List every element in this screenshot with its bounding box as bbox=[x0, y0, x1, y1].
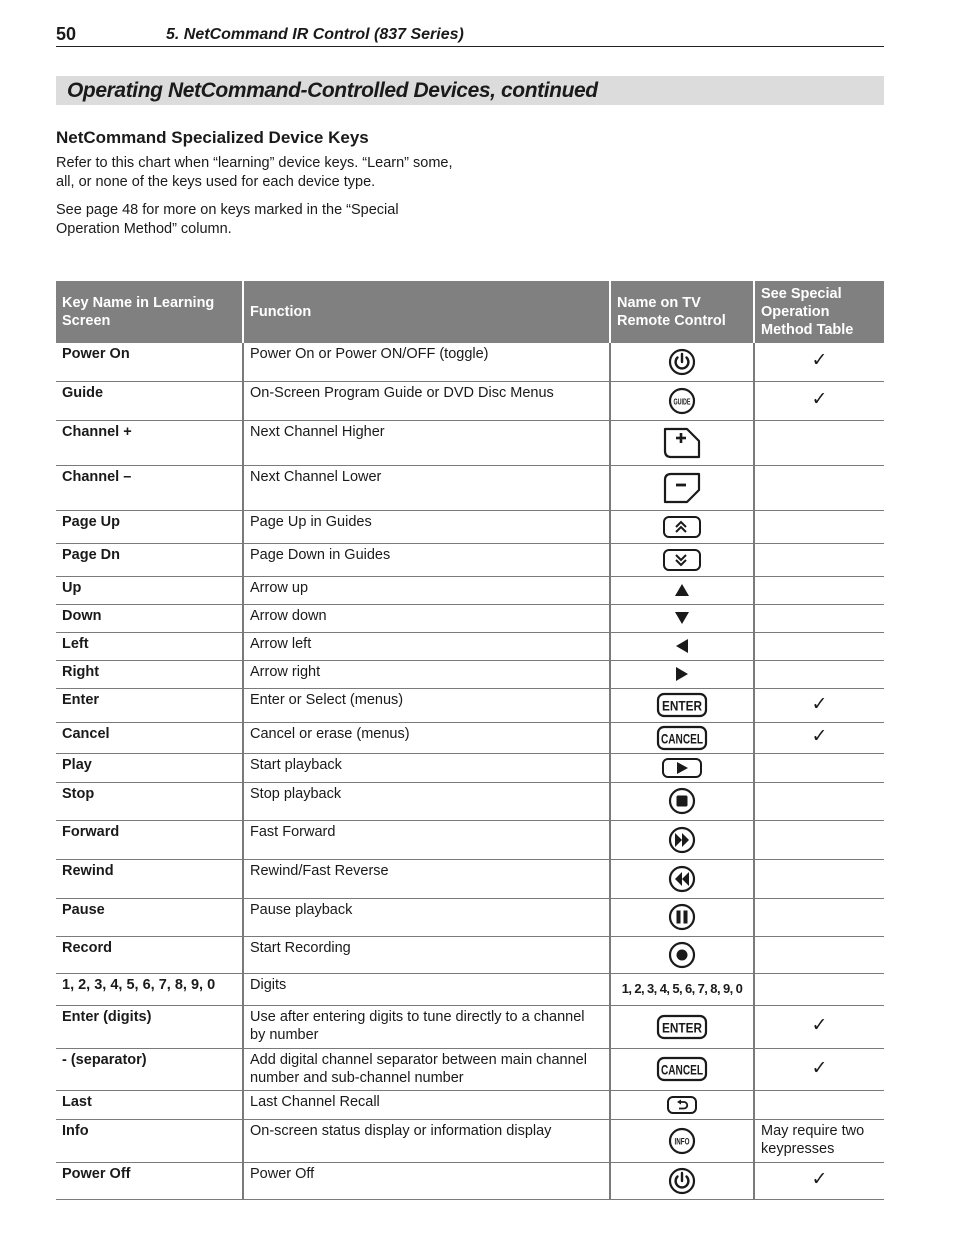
special-method-checkmark: ✓ bbox=[754, 688, 884, 722]
remote-key-cell bbox=[610, 543, 754, 576]
column-header-remote-name: Name on TV Remote Control bbox=[610, 281, 754, 343]
function-cell: Arrow up bbox=[243, 576, 610, 604]
key-name-cell: Channel – bbox=[56, 465, 243, 510]
table-row bbox=[56, 820, 884, 859]
special-method-cell bbox=[754, 973, 884, 1005]
arrow-right-icon bbox=[611, 666, 753, 682]
function-cell: Cancel or erase (menus) bbox=[243, 722, 610, 753]
special-method-checkmark: ✓ bbox=[754, 1005, 884, 1048]
function-cell: Arrow right bbox=[243, 660, 610, 688]
special-method-cell bbox=[754, 465, 884, 510]
special-method-cell: May require two keypresses bbox=[754, 1119, 884, 1162]
special-method-cell bbox=[754, 782, 884, 820]
special-method-checkmark: ✓ bbox=[754, 722, 884, 753]
table-row bbox=[56, 1090, 884, 1119]
remote-key-cell bbox=[610, 782, 754, 820]
table-row bbox=[56, 859, 884, 898]
table-row bbox=[56, 576, 884, 604]
key-name-cell: Enter bbox=[56, 688, 243, 722]
key-name-cell: Up bbox=[56, 576, 243, 604]
special-method-cell bbox=[754, 632, 884, 660]
key-name-cell: Last bbox=[56, 1090, 243, 1119]
enter-key-icon bbox=[611, 1014, 753, 1040]
chapter-title: 5. NetCommand IR Control (837 Series) bbox=[166, 26, 464, 43]
intro-paragraph: See page 48 for more on keys marked in the “Special Operation Method” column. bbox=[56, 202, 399, 237]
table-header-row bbox=[56, 281, 884, 343]
key-name-cell: Rewind bbox=[56, 859, 243, 898]
function-cell: Pause playback bbox=[243, 898, 610, 936]
special-method-cell bbox=[754, 820, 884, 859]
table-row bbox=[56, 660, 884, 688]
function-cell: Fast Forward bbox=[243, 820, 610, 859]
fast-forward-icon bbox=[611, 825, 753, 855]
function-cell: Enter or Select (menus) bbox=[243, 688, 610, 722]
table-row bbox=[56, 782, 884, 820]
table-row bbox=[56, 543, 884, 576]
section-banner bbox=[56, 76, 884, 105]
key-name-cell: Left bbox=[56, 632, 243, 660]
key-name-cell: Page Up bbox=[56, 510, 243, 543]
remote-key-cell bbox=[610, 1005, 754, 1048]
svg-text:GUIDE: GUIDE bbox=[673, 397, 691, 406]
key-name-cell: Stop bbox=[56, 782, 243, 820]
key-name-cell: Pause bbox=[56, 898, 243, 936]
channel-up-icon bbox=[611, 423, 753, 463]
remote-key-cell bbox=[610, 465, 754, 510]
remote-key-cell bbox=[610, 343, 754, 381]
table-row bbox=[56, 420, 884, 465]
remote-key-cell bbox=[610, 576, 754, 604]
remote-key-cell bbox=[610, 722, 754, 753]
page-number: 50 bbox=[56, 24, 77, 44]
special-method-cell bbox=[754, 543, 884, 576]
remote-key-cell bbox=[610, 973, 754, 1005]
cancel-key-icon bbox=[611, 725, 753, 751]
table-row bbox=[56, 1048, 884, 1090]
key-name-cell: Record bbox=[56, 936, 243, 973]
stop-icon bbox=[611, 786, 753, 816]
device-keys-table bbox=[56, 281, 884, 1200]
function-cell: Use after entering digits to tune directly to a channel by number bbox=[243, 1005, 610, 1048]
function-cell: Next Channel Higher bbox=[243, 420, 610, 465]
remote-key-cell bbox=[610, 420, 754, 465]
key-name-cell: Info bbox=[56, 1119, 243, 1162]
table-row bbox=[56, 632, 884, 660]
remote-key-cell bbox=[610, 753, 754, 782]
key-name-cell: Cancel bbox=[56, 722, 243, 753]
remote-key-cell bbox=[610, 936, 754, 973]
svg-text:CANCEL: CANCEL bbox=[661, 1061, 704, 1078]
table-row bbox=[56, 722, 884, 753]
key-name-cell: Right bbox=[56, 660, 243, 688]
section-title: Operating NetCommand-Controlled Devices, continued bbox=[67, 79, 598, 102]
function-cell: Power On or Power ON/OFF (toggle) bbox=[243, 343, 610, 381]
special-method-cell bbox=[754, 576, 884, 604]
remote-key-cell bbox=[610, 1119, 754, 1162]
table-row bbox=[56, 1119, 884, 1162]
arrow-left-icon bbox=[611, 638, 753, 654]
record-icon bbox=[611, 940, 753, 970]
column-header-function: Function bbox=[243, 281, 610, 343]
special-method-cell bbox=[754, 859, 884, 898]
subheading: NetCommand Specialized Device Keys bbox=[56, 128, 369, 147]
key-name-cell: 1, 2, 3, 4, 5, 6, 7, 8, 9, 0 bbox=[56, 973, 243, 1005]
function-cell: Last Channel Recall bbox=[243, 1090, 610, 1119]
info-icon bbox=[611, 1126, 753, 1156]
page-down-icon bbox=[611, 548, 753, 572]
svg-text:ENTER: ENTER bbox=[662, 697, 702, 714]
key-name-cell: Page Dn bbox=[56, 543, 243, 576]
special-method-cell bbox=[754, 660, 884, 688]
arrow-up-icon bbox=[611, 583, 753, 597]
function-cell: Power Off bbox=[243, 1162, 610, 1199]
special-method-cell bbox=[754, 1090, 884, 1119]
function-cell: Page Down in Guides bbox=[243, 543, 610, 576]
remote-key-cell bbox=[610, 820, 754, 859]
function-cell: On-screen status display or information display bbox=[243, 1119, 610, 1162]
remote-key-cell bbox=[610, 898, 754, 936]
table-row bbox=[56, 343, 884, 381]
function-cell: Add digital channel separator between main channel number and sub-channel number bbox=[243, 1048, 610, 1090]
table-row bbox=[56, 465, 884, 510]
special-method-cell bbox=[754, 936, 884, 973]
last-icon bbox=[611, 1095, 753, 1115]
arrow-down-icon bbox=[611, 611, 753, 625]
svg-text:CANCEL: CANCEL bbox=[661, 730, 704, 746]
special-method-cell bbox=[754, 510, 884, 543]
remote-key-cell bbox=[610, 1162, 754, 1199]
key-name-cell: Power Off bbox=[56, 1162, 243, 1199]
running-header bbox=[56, 22, 884, 47]
special-method-cell bbox=[754, 753, 884, 782]
table-row bbox=[56, 510, 884, 543]
rewind-icon bbox=[611, 864, 753, 894]
function-cell: Arrow down bbox=[243, 604, 610, 632]
key-name-cell: Enter (digits) bbox=[56, 1005, 243, 1048]
svg-text:INFO: INFO bbox=[674, 1136, 690, 1146]
play-icon bbox=[611, 757, 753, 779]
pause-icon bbox=[611, 902, 753, 932]
intro-text bbox=[56, 154, 456, 248]
key-name-cell: Down bbox=[56, 604, 243, 632]
key-name-cell: - (separator) bbox=[56, 1048, 243, 1090]
special-method-cell bbox=[754, 604, 884, 632]
remote-key-cell bbox=[610, 1048, 754, 1090]
remote-key-cell bbox=[610, 632, 754, 660]
key-name-cell: Play bbox=[56, 753, 243, 782]
special-method-cell bbox=[754, 420, 884, 465]
column-header-special-method: See Special Operation Method Table bbox=[754, 281, 884, 343]
function-cell: Stop playback bbox=[243, 782, 610, 820]
table-row bbox=[56, 688, 884, 722]
table-row bbox=[56, 381, 884, 420]
power-icon bbox=[611, 1166, 753, 1196]
remote-key-cell bbox=[610, 1090, 754, 1119]
column-header-key-name: Key Name in Learning Screen bbox=[56, 281, 243, 343]
special-method-checkmark: ✓ bbox=[754, 1162, 884, 1199]
function-cell: Start playback bbox=[243, 753, 610, 782]
enter-key-icon bbox=[611, 692, 753, 718]
table-row bbox=[56, 604, 884, 632]
function-cell: Page Up in Guides bbox=[243, 510, 610, 543]
power-icon bbox=[611, 347, 753, 377]
function-cell: Next Channel Lower bbox=[243, 465, 610, 510]
svg-text:ENTER: ENTER bbox=[662, 1019, 702, 1035]
cancel-key-icon bbox=[611, 1056, 753, 1082]
function-cell: Digits bbox=[243, 973, 610, 1005]
key-name-cell: Forward bbox=[56, 820, 243, 859]
function-cell: Rewind/Fast Reverse bbox=[243, 859, 610, 898]
key-name-cell: Channel + bbox=[56, 420, 243, 465]
table-row bbox=[56, 973, 884, 1005]
remote-key-cell bbox=[610, 688, 754, 722]
digits-label: 1, 2, 3, 4, 5, 6, 7, 8, 9, 0 bbox=[621, 981, 743, 996]
remote-key-cell bbox=[610, 604, 754, 632]
guide-icon bbox=[611, 386, 753, 416]
table-row bbox=[56, 1005, 884, 1048]
remote-key-cell bbox=[610, 859, 754, 898]
function-cell: Arrow left bbox=[243, 632, 610, 660]
special-method-checkmark: ✓ bbox=[754, 343, 884, 381]
function-cell: On-Screen Program Guide or DVD Disc Menus bbox=[243, 381, 610, 420]
table-row bbox=[56, 898, 884, 936]
intro-paragraph: Refer to this chart when “learning” device keys. “Learn” some, all, or none of the keys used for each device type. bbox=[56, 155, 453, 190]
function-cell: Start Recording bbox=[243, 936, 610, 973]
page-up-icon bbox=[611, 515, 753, 539]
table-row bbox=[56, 753, 884, 782]
special-method-checkmark: ✓ bbox=[754, 381, 884, 420]
key-name-cell: Power On bbox=[56, 343, 243, 381]
key-name-cell: Guide bbox=[56, 381, 243, 420]
special-method-cell bbox=[754, 898, 884, 936]
remote-key-cell bbox=[610, 510, 754, 543]
special-method-checkmark: ✓ bbox=[754, 1048, 884, 1090]
channel-down-icon bbox=[611, 468, 753, 508]
table-row bbox=[56, 936, 884, 973]
remote-key-cell bbox=[610, 381, 754, 420]
remote-key-cell bbox=[610, 660, 754, 688]
table-row bbox=[56, 1162, 884, 1199]
